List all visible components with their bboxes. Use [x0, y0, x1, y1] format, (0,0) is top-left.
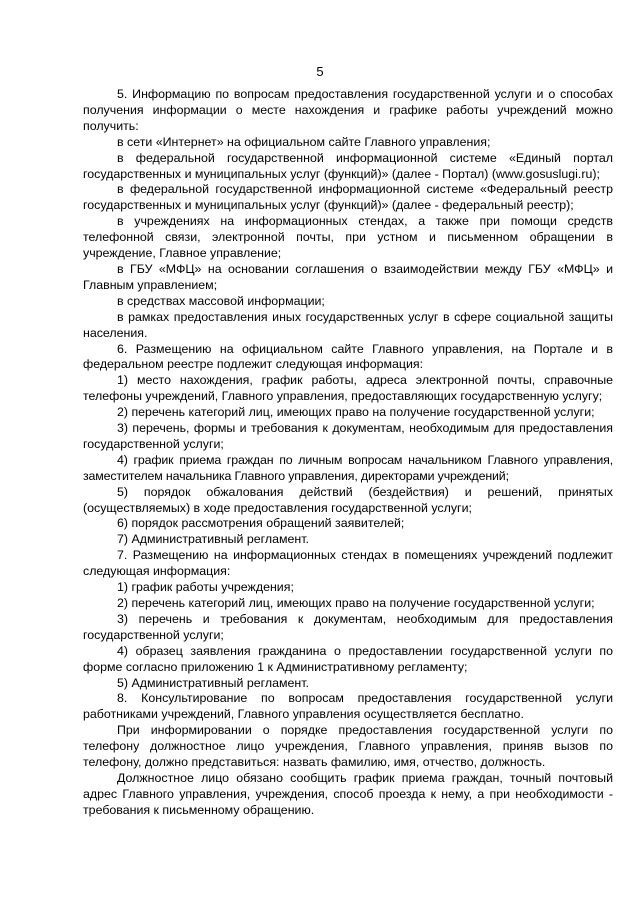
paragraph-6-item-1: 1) место нахождения, график работы, адреса электронной почты, справочные телефоны учреждений, Главного управления, предоставляющих государственную услугу;: [83, 373, 613, 404]
paragraph-6-item-3: 3) перечень, формы и требования к документам, необходимым для предоставления государственной услуги;: [83, 421, 613, 451]
paragraph-8: 8. Консультирование по вопросам предоставления государственной услуги работниками учреждений, Главного управления осуществляется бесплатно.: [83, 691, 613, 722]
paragraph-7-item-5: 5) Административный регламент.: [117, 675, 309, 690]
paragraph-6: 6. Размещению на официальном сайте Главного управления, на Портале и в федеральном реестре подлежит следующая информация:: [83, 341, 613, 372]
paragraph-6-item-4: 4) график приема граждан по личным вопросам начальником Главного управления, заместителем начальника Главного управления, директорами учреждений;: [83, 452, 613, 483]
paragraph-5: 5. Информацию по вопросам предоставления государственной услуги и о способах получения информации о месте нахождения и графике работы учреждений можно получить:: [83, 87, 613, 133]
document-body: [83, 87, 613, 819]
list-item-internet: в сети «Интернет» на официальном сайте Главного управления;: [117, 134, 491, 149]
list-item-other-services: в рамках предоставления иных государственных услуг в сфере социальной защиты населения.: [83, 309, 613, 340]
paragraph-phone-info: При информировании о порядке предоставления государственной услуги по телефону должностное лицо учреждения, Главного управления, приняв вызов по телефону, должно представиться: назвать фамилию, имя, отчество, должность.: [83, 723, 613, 770]
paragraph-7-item-4: 4) образец заявления гражданина о предоставлении государственной услуги по форме согласно приложению 1 к Административному регламенту;: [83, 643, 613, 674]
paragraph-6-item-5: 5) порядок обжалования действий (бездействия) и решений, принятых (осуществляемых) в ходе предоставления государственной услуги;: [83, 484, 613, 515]
list-item-federal-registry: в федеральной государственной информационной системе «Федеральный реестр государственных и муниципальных услуг (функций)» (далее - федеральный реестр);: [83, 182, 613, 213]
list-item-stands: в учреждениях на информационных стендах, а также при помощи средств телефонной связи, электронной почты, при устном и письменном обращении в учреждение, Главное управление;: [83, 214, 613, 261]
list-item-mfc: в ГБУ «МФЦ» на основании соглашения о взаимодействии между ГБУ «МФЦ» и Главным управлением;: [83, 261, 613, 292]
paragraph-6-item-7: 7) Административный регламент.: [117, 532, 309, 547]
paragraph-7-item-1: 1) график работы учреждения;: [117, 580, 294, 595]
list-item-mass-media: в средствах массовой информации;: [117, 293, 325, 308]
paragraph-6-item-2: 2) перечень категорий лиц, имеющих право на получение государственной услуги;: [117, 405, 595, 420]
page-number: 5: [316, 64, 324, 79]
paragraph-7: 7. Размещению на информационных стендах в помещениях учреждений подлежит следующая информация:: [83, 548, 613, 579]
paragraph-official-duty: Должностное лицо обязано сообщить график приема граждан, точный почтовый адрес Главного управления, учреждения, способ проезда к нему, а при необходимости - требования к письменному обращению.: [83, 770, 613, 817]
list-item-portal: в федеральной государственной информационной системе «Единый портал государственных и муниципальных услуг (функций)» (далее - Портал) (www.gosuslugi.ru);: [83, 150, 613, 181]
paragraph-7-item-2: 2) перечень категорий лиц, имеющих право на получение государственной услуги;: [117, 596, 595, 610]
paragraph-6-item-6: 6) порядок рассмотрения обращений заявителей;: [117, 516, 405, 531]
paragraph-7-item-3: 3) перечень и требования к документам, необходимым для предоставления государственной услуги;: [83, 611, 613, 642]
